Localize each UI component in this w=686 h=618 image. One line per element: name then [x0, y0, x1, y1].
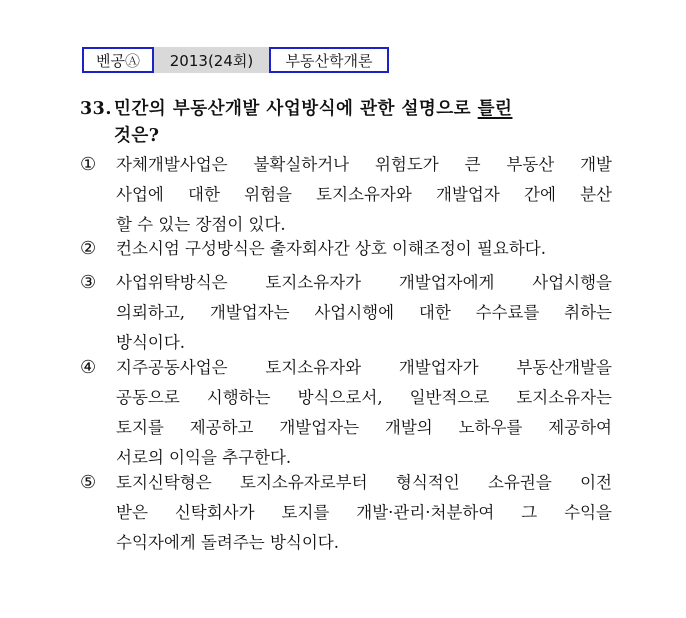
option-marker: ② [80, 238, 97, 259]
option-text [116, 234, 546, 264]
option-line: 컨소시엄 구성방식은 출자회사간 상호 이해조정이 필요하다. [116, 239, 546, 258]
option-line: 사업에 대한 위험을 토지소유자와 개발업자 간에 분산 [116, 185, 612, 204]
option-line: 토지를 제공하고 개발업자는 개발의 노하우를 제공하여 [116, 418, 612, 437]
option-text [116, 268, 612, 358]
question-text-line-1 [114, 96, 512, 123]
question-emphasis: 틀린 [477, 99, 513, 119]
option-marker: ① [80, 154, 97, 175]
question-text-main: 민간의 부동산개발 사업방식에 관한 설명으로 [114, 99, 478, 119]
option-line: 수익자에게 돌려주는 방식이다. [116, 533, 339, 552]
option-line: 서로의 이익을 추구한다. [116, 448, 292, 467]
option-text [116, 353, 612, 473]
option-text [116, 468, 612, 558]
exam-year-label: 2013(24회) [154, 47, 269, 73]
option-line: 받은 신탁회사가 토지를 개발·관리·처분하여 그 수익을 [116, 503, 612, 522]
option-line: 할 수 있는 장점이 있다. [116, 215, 286, 234]
exam-series-label: 벤공Ⓐ [82, 47, 154, 73]
option-line: 의뢰하고, 개발업자는 사업시행에 대한 수수료를 취하는 [116, 303, 612, 322]
question-text-line-2: 것은? [114, 126, 160, 146]
option-text [116, 150, 612, 240]
option-line: 지주공동사업은 토지소유자와 개발업자가 부동산개발을 [116, 358, 612, 377]
option-line: 자체개발사업은 불확실하거나 위험도가 큰 부동산 개발 [116, 155, 612, 174]
option-line: 공동으로 시행하는 방식으로서, 일반적으로 토지소유자는 [116, 388, 612, 407]
question-number: 33. [80, 99, 112, 119]
option-marker: ⑤ [80, 472, 97, 493]
option-line: 사업위탁방식은 토지소유자가 개발업자에게 사업시행을 [116, 273, 612, 292]
option-marker: ④ [80, 357, 97, 378]
option-marker: ③ [80, 272, 97, 293]
exam-header [82, 47, 389, 73]
option-line: 토지신탁형은 토지소유자로부터 형식적인 소유권을 이전 [116, 473, 612, 492]
exam-subject-label: 부동산학개론 [269, 47, 389, 73]
option-line: 방식이다. [116, 333, 186, 352]
